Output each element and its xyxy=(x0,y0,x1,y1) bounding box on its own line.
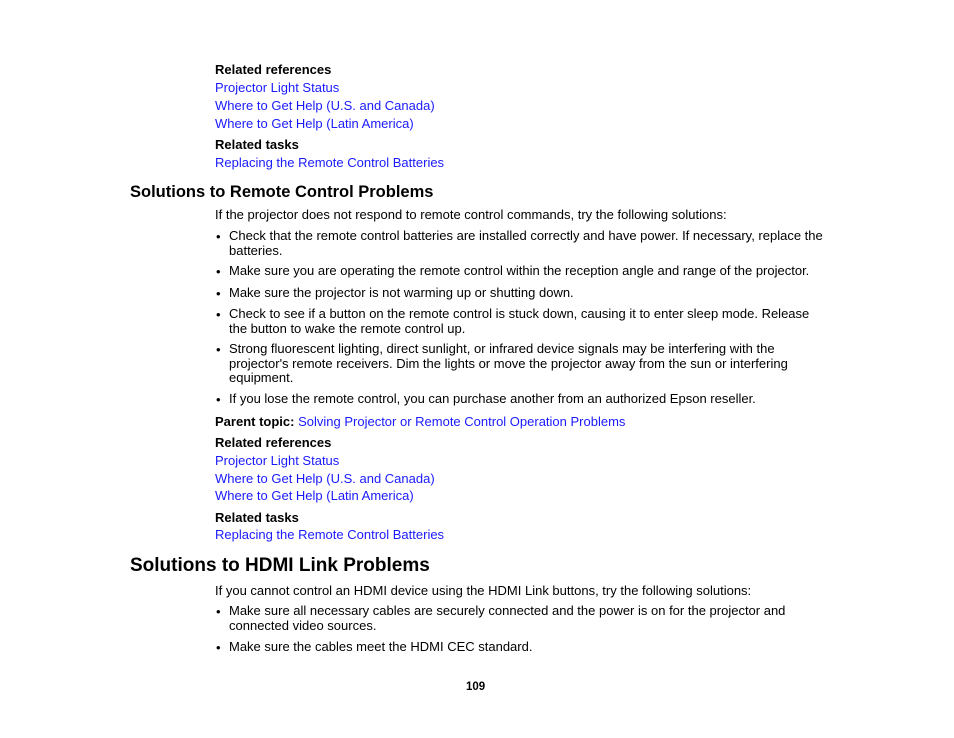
bullet-marker: • xyxy=(216,342,221,357)
remote-intro: If the projector does not respond to remote control commands, try the following solutions: xyxy=(215,207,727,222)
remote-bullet-5: Strong fluorescent lighting, direct sunlight, or infrared device signals may be interfering with the projector's remote receivers. Dim the lights or move the projector away from the sun or interfering equipment. xyxy=(229,341,788,385)
remote-bullet-6: If you lose the remote control, you can purchase another from an authorized Epson reseller. xyxy=(229,391,756,406)
hdmi-intro: If you cannot control an HDMI device using the HDMI Link buttons, try the following solutions: xyxy=(215,583,752,598)
bullet-marker: • xyxy=(216,640,221,655)
remote-bullet-1: Check that the remote control batteries are installed correctly and have power. If necessary, replace the batteries. xyxy=(229,228,823,258)
bullet-marker: • xyxy=(216,264,221,279)
link-projector-light-status[interactable]: Projector Light Status xyxy=(215,453,340,468)
parent-topic xyxy=(215,414,625,429)
link-projector-light-status[interactable]: Projector Light Status xyxy=(215,80,340,95)
bullet-marker: • xyxy=(216,307,221,322)
remote-bullet-2: Make sure you are operating the remote control within the reception angle and range of the projector. xyxy=(229,263,810,278)
link-help-latin-america[interactable]: Where to Get Help (Latin America) xyxy=(215,116,414,131)
link-help-us-canada[interactable]: Where to Get Help (U.S. and Canada) xyxy=(215,98,435,113)
related-tasks-label: Related tasks xyxy=(215,137,299,152)
remote-bullet-3: Make sure the projector is not warming up or shutting down. xyxy=(229,285,574,300)
hdmi-bullet-1: Make sure all necessary cables are securely connected and the power is on for the projector and connected video sources. xyxy=(229,603,786,633)
link-help-latin-america[interactable]: Where to Get Help (Latin America) xyxy=(215,488,414,503)
remote-bullet-4: Check to see if a button on the remote control is stuck down, causing it to enter sleep mode. Release the button to wake the remote control up. xyxy=(229,306,810,336)
related-references-label: Related references xyxy=(215,62,332,77)
page-number: 109 xyxy=(466,681,486,693)
bullet-marker: • xyxy=(216,392,221,407)
bullet-marker: • xyxy=(216,229,221,244)
remote-section-heading: Solutions to Remote Control Problems xyxy=(130,183,434,201)
related-tasks-label: Related tasks xyxy=(215,510,299,525)
related-references-label: Related references xyxy=(215,435,332,450)
parent-topic-label: Parent topic: xyxy=(215,414,295,429)
bullet-marker: • xyxy=(216,604,221,619)
bullet-marker: • xyxy=(216,286,221,301)
link-help-us-canada[interactable]: Where to Get Help (U.S. and Canada) xyxy=(215,471,435,486)
link-replacing-batteries[interactable]: Replacing the Remote Control Batteries xyxy=(215,527,445,542)
hdmi-bullet-2: Make sure the cables meet the HDMI CEC standard. xyxy=(229,639,533,654)
link-replacing-batteries[interactable]: Replacing the Remote Control Batteries xyxy=(215,155,445,170)
link-parent-topic[interactable]: Solving Projector or Remote Control Operation Problems xyxy=(298,414,626,429)
hdmi-section-heading: Solutions to HDMI Link Problems xyxy=(130,555,430,576)
